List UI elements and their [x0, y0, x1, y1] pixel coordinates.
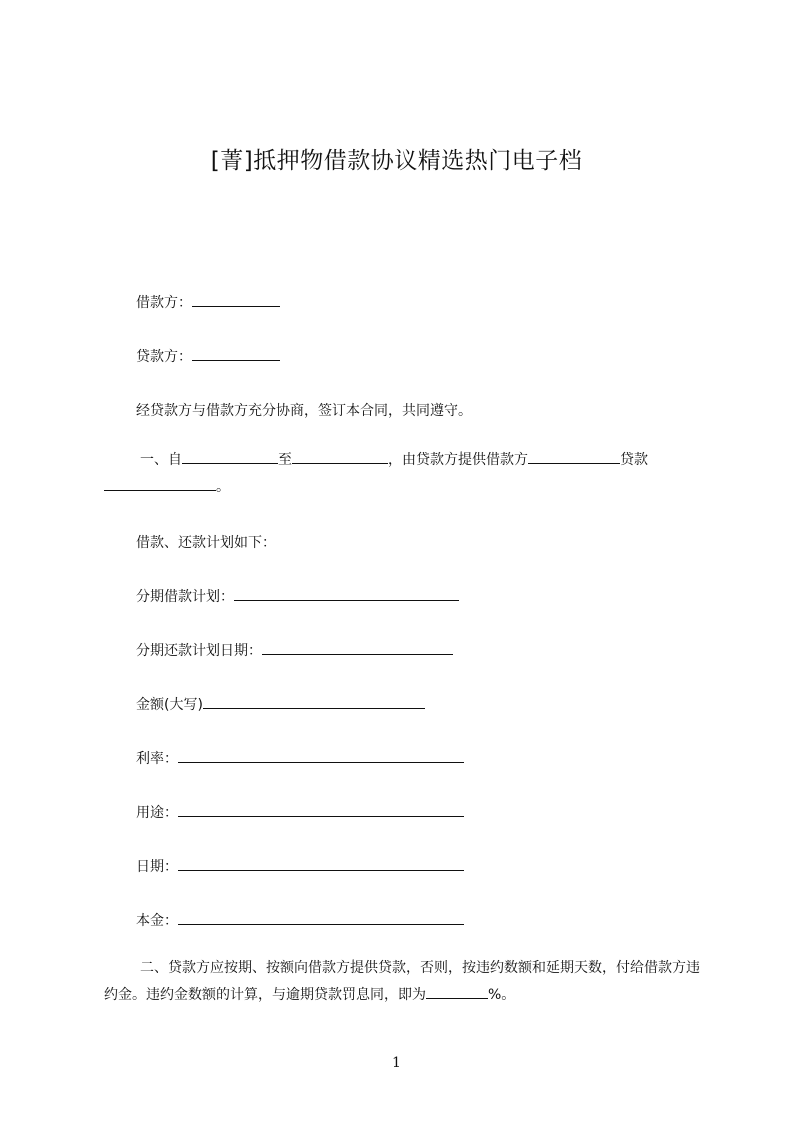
clause-one-to: 至 — [278, 452, 292, 468]
plan-heading: 借款、还款计划如下： — [136, 535, 276, 551]
field-installment-plan — [136, 586, 459, 606]
field-purpose — [136, 802, 464, 822]
field-blank — [234, 586, 459, 601]
field-label: 分期还款计划日期： — [136, 643, 262, 659]
field-interest-rate — [136, 748, 464, 768]
field-label: 用途： — [136, 805, 178, 821]
field-label: 金额(大写) — [136, 697, 203, 713]
document-title: [菁]抵押物借款协议精选热门电子档 — [210, 148, 583, 174]
clause-two-end: %。 — [488, 987, 516, 1003]
field-date — [136, 856, 464, 876]
field-repayment-dates — [136, 640, 453, 660]
clause-two-text: 二、贷款方应按期、按额向借款方提供贷款，否则，按违约数额和延期天数，付给借款方违约金。违约金数额的计算，与逾期贷款罚息同，即为 — [104, 960, 700, 1003]
lender-label: 贷款方： — [136, 349, 192, 365]
loan-blank — [104, 476, 216, 491]
amount-blank — [528, 449, 620, 464]
clause-one-prefix: 一、自 — [140, 452, 182, 468]
clause-one — [104, 447, 704, 501]
lender-blank — [192, 346, 280, 361]
lender-line — [136, 346, 280, 366]
start-date-blank — [182, 449, 278, 464]
clause-one-loan: 贷款 — [620, 452, 648, 468]
field-principal — [136, 910, 464, 930]
field-label: 分期借款计划： — [136, 589, 234, 605]
intro-text: 经贷款方与借款方充分协商，签订本合同，共同遵守。 — [136, 403, 472, 419]
clause-two — [104, 955, 704, 1009]
borrower-line — [136, 292, 280, 312]
penalty-rate-blank — [426, 984, 488, 999]
field-blank — [178, 748, 464, 763]
field-label: 本金： — [136, 913, 178, 929]
field-blank — [178, 856, 464, 871]
page-number: 1 — [392, 1055, 401, 1071]
clause-one-mid: ，由贷款方提供借款方 — [388, 452, 528, 468]
field-amount-words — [136, 694, 425, 714]
borrower-blank — [192, 292, 280, 307]
field-label: 日期： — [136, 859, 178, 875]
clause-one-end: 。 — [216, 479, 230, 495]
field-blank — [203, 694, 425, 709]
field-blank — [178, 910, 464, 925]
end-date-blank — [292, 449, 388, 464]
borrower-label: 借款方： — [136, 295, 192, 311]
field-blank — [262, 640, 453, 655]
field-label: 利率： — [136, 751, 178, 767]
field-blank — [178, 802, 464, 817]
